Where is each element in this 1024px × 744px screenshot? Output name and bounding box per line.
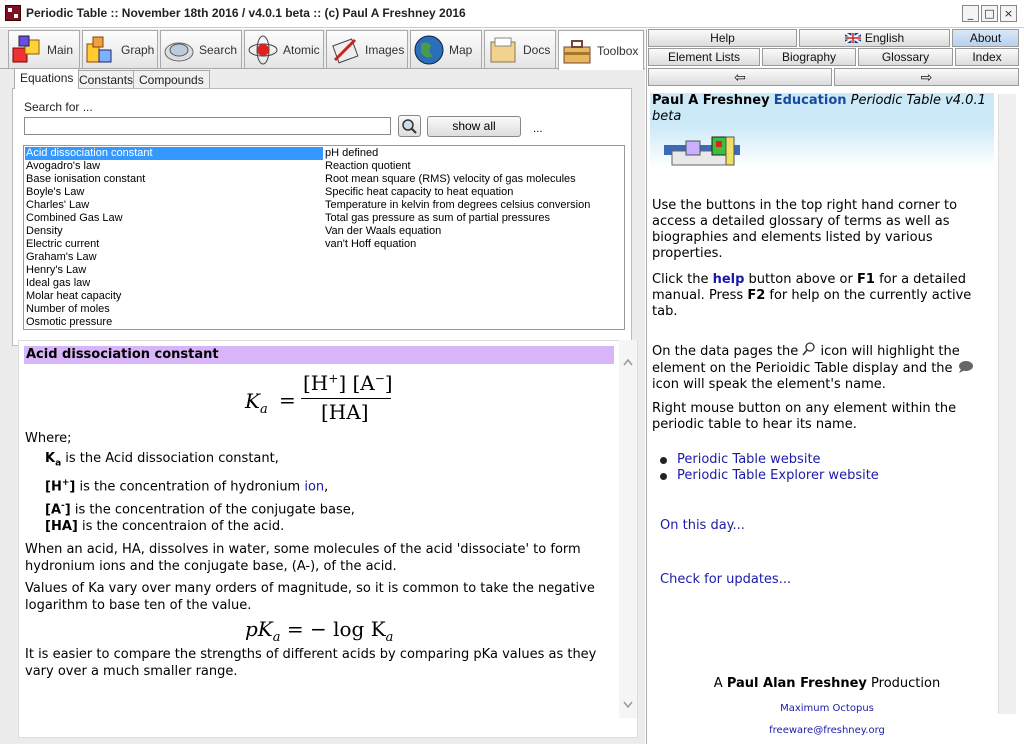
equation-list-item[interactable]: Avogadro's law (26, 160, 101, 172)
formula-ka-num3: ] (384, 371, 393, 395)
bullet-icon (660, 473, 667, 480)
def-ka-symbol: K (45, 451, 56, 466)
magnifier-small-icon (802, 342, 816, 356)
formula-ka-subscript: a (259, 402, 268, 417)
tab-atomic[interactable] (244, 30, 324, 68)
equation-list-item[interactable]: van't Hoff equation (325, 238, 417, 250)
equation-list-item[interactable]: Molar heat capacity (26, 290, 122, 302)
icons-text-c: icon will speak the element's name. (652, 377, 886, 392)
help-text-c: for a detailed manual. Press (652, 272, 966, 303)
def-h-text: is the concentration of hydronium (75, 479, 305, 495)
equation-column-1 (25, 147, 323, 329)
definition-a (45, 498, 635, 518)
right-click-paragraph: Right mouse button on any element within the periodic table to hear its name. (652, 401, 957, 432)
equation-list-item[interactable]: Van der Waals equation (325, 225, 442, 237)
help-text-d: for help on the currently active tab. (652, 288, 972, 319)
tab-toolbox[interactable] (558, 30, 644, 70)
def-h-end: , (324, 479, 329, 495)
window-title: Periodic Table :: November 18th 2016 / v4.0.1 beta :: (c) Paul A Freshney 2016 (26, 6, 466, 20)
forward-button[interactable]: ⇨ (834, 68, 1019, 86)
help-text-a: Click the (652, 272, 713, 287)
maximum-octopus-link[interactable]: Maximum Octopus (780, 703, 874, 714)
def-ka-text: is the Acid dissociation constant, (61, 451, 279, 466)
help-paragraph (652, 272, 988, 320)
graph-cubes-icon (85, 34, 117, 66)
production-a: A (713, 676, 727, 691)
formula-pka-sub2: a (385, 630, 394, 645)
equation-list-item[interactable]: pH defined (325, 147, 379, 159)
definition-ka (45, 450, 635, 473)
subtab-equations[interactable]: Equations (14, 68, 79, 89)
equation-list-item[interactable]: Ideal gas law (26, 277, 91, 289)
fraction-bar (301, 398, 391, 399)
icons-text-b: icon will highlight the element on the Perioidic Table display and the (652, 344, 960, 376)
right-scrollbar[interactable] (998, 94, 1016, 714)
periodic-table-logo (664, 131, 740, 169)
tab-search-label: Search (199, 42, 238, 57)
tab-graph-label: Graph (121, 42, 155, 57)
f2-key: F2 (747, 288, 766, 303)
periodic-table-website-link[interactable]: Periodic Table website (677, 452, 821, 467)
def-a-symbol: [A (45, 502, 62, 518)
equation-list-item[interactable]: Temperature in kelvin from degrees celsius conversion (325, 199, 591, 211)
equation-heading: Acid dissociation constant (24, 346, 614, 364)
images-icon (329, 34, 361, 66)
app-icon (5, 5, 21, 21)
title-bar (0, 0, 1024, 28)
formula-pka-lhs: pK (245, 617, 273, 641)
tab-search[interactable] (160, 30, 242, 68)
tab-main-label: Main (47, 42, 74, 57)
element-lists-button[interactable]: Element Lists (648, 48, 760, 66)
equation-list-item[interactable]: Combined Gas Law (26, 212, 123, 224)
tab-main[interactable] (8, 30, 80, 68)
equation-list-item[interactable]: Root mean square (RMS) velocity of gas molecules (325, 173, 576, 185)
tab-docs-label: Docs (523, 42, 551, 57)
formula-ka-num1-sup: + (328, 371, 339, 386)
tab-images[interactable] (326, 30, 408, 68)
equation-list-item[interactable]: Specific heat capacity to heat equation (325, 186, 514, 198)
equation-list-item[interactable]: Electric current (26, 238, 100, 250)
help-link[interactable]: help (712, 272, 745, 287)
formula-ka-num2-sup: − (374, 371, 385, 386)
about-header (650, 93, 994, 125)
minimize-button[interactable]: _ (962, 5, 979, 22)
explorer-website-link[interactable]: Periodic Table Explorer website (677, 468, 879, 483)
formula-ka-den: [HA] (321, 400, 369, 424)
equation-list-item[interactable]: Acid dissociation constant (25, 147, 323, 160)
production-b: Production (866, 676, 941, 691)
def-ha-symbol: [HA] (45, 519, 78, 534)
help-button[interactable]: Help (648, 29, 797, 47)
paragraph-dissociation: When an acid, HA, dissolves in water, some molecules of the acid 'dissociate' to form hydronium ions and the conjugate base, (A-), of the acid. (25, 542, 581, 574)
equation-detail (18, 340, 638, 738)
production-name: Paul Alan Freshney (726, 676, 867, 691)
definition-ha (45, 518, 635, 535)
magnifier-icon (163, 34, 195, 66)
equation-list-item[interactable]: Base ionisation constant (26, 173, 146, 185)
on-this-day-link[interactable]: On this day... (660, 518, 745, 533)
intro-paragraph: Use the buttons in the top right hand corner to access a detailed glossary of terms as well as biographies and elements listed by various properties. (652, 198, 958, 261)
subtab-constants[interactable]: Constants (73, 70, 139, 89)
tab-toolbox-label: Toolbox (597, 43, 639, 58)
index-button[interactable]: Index (955, 48, 1019, 66)
def-ka-sub: a (55, 458, 62, 469)
globe-icon (413, 34, 445, 66)
def-h-close: ] (69, 479, 76, 495)
show-all-button[interactable]: show all (427, 116, 521, 137)
equation-list-item[interactable]: Total gas pressure as sum of partial pressures (325, 212, 550, 224)
equation-list-item[interactable]: Reaction quotient (325, 160, 411, 172)
definition-h (45, 475, 635, 495)
tab-divider (0, 68, 645, 69)
icons-text-a: On the data pages the (652, 344, 803, 359)
tab-docs[interactable] (484, 30, 556, 68)
paragraph-compare: It is easier to compare the strengths of different acids by comparing pKa values as they vary over a much smaller range. (25, 647, 597, 679)
equation-column-2 (324, 147, 622, 251)
product-title: Periodic Table v4.0.1 beta (652, 93, 986, 124)
paragraph-magnitude: Values of Ka vary over many orders of magnitude, so it is common to take the negative logarithm to base ten of the value. (25, 581, 595, 613)
def-a-close: ] (64, 502, 71, 518)
speech-bubble-icon (957, 360, 973, 373)
subtab-compounds[interactable]: Compounds (133, 70, 210, 89)
search-label: Search for ... (24, 100, 93, 114)
equation-list-item[interactable]: Density (26, 225, 63, 237)
bullet-icon (660, 457, 667, 464)
search-button[interactable] (398, 115, 421, 137)
ion-link[interactable]: ion (304, 479, 325, 495)
tab-map[interactable] (410, 30, 482, 68)
formula-ka-num1: [H (303, 371, 329, 395)
cubes-icon (11, 34, 43, 66)
toolbox-icon (561, 35, 593, 67)
language-button[interactable] (799, 29, 950, 47)
def-ha-text: is the concentraion of the acid. (77, 519, 285, 534)
equation-list-item[interactable]: Boyle's Law (26, 186, 85, 198)
uk-flag-icon (845, 33, 861, 43)
formula-pka-sub: a (272, 630, 281, 645)
equation-list-item[interactable]: Graham's Law (26, 251, 97, 263)
glossary-button[interactable]: Glossary (858, 48, 953, 66)
detail-scrollbar[interactable] (619, 340, 637, 718)
equation-list-item[interactable]: Henry's Law (26, 264, 87, 276)
check-updates-link[interactable]: Check for updates... (660, 572, 792, 587)
more-options-button[interactable]: ... (533, 124, 543, 135)
formula-pka (245, 617, 393, 645)
search-icon (399, 116, 420, 136)
help-text-b: button above or (744, 272, 857, 287)
author-name: Paul A Freshney (652, 93, 770, 108)
maximize-button[interactable]: □ (981, 5, 998, 22)
tab-map-label: Map (449, 42, 473, 57)
tab-atomic-label: Atomic (283, 42, 320, 57)
close-button[interactable]: × (1000, 5, 1017, 22)
def-h-sup: + (61, 478, 70, 488)
equation-list-item[interactable]: Charles' Law (26, 199, 90, 211)
biography-button[interactable]: Biography (762, 48, 856, 66)
equation-list-item[interactable]: Number of moles (26, 303, 110, 315)
equation-list-item[interactable]: Osmotic pressure (26, 316, 113, 328)
language-label: English (864, 31, 905, 45)
search-input[interactable] (24, 117, 391, 135)
def-a-text: is the concentration of the conjugate base, (70, 502, 355, 518)
education-label: Education (773, 93, 847, 108)
tab-images-label: Images (365, 42, 405, 57)
folder-icon (487, 34, 519, 66)
atom-icon (247, 34, 279, 66)
icons-paragraph (652, 342, 988, 393)
formula-ka-equals: = (279, 388, 296, 412)
formula-ka (245, 371, 405, 427)
formula-ka-num2: ] [A (338, 371, 375, 395)
def-a-sup: - (61, 501, 65, 511)
equation-list[interactable] (23, 145, 625, 330)
header-banner (650, 125, 994, 167)
back-button[interactable]: ⇦ (648, 68, 832, 86)
tab-graph[interactable] (82, 30, 158, 68)
production-credit (652, 676, 1002, 692)
email-link[interactable]: freeware@freshney.org (769, 725, 885, 736)
formula-pka-rest: = − log K (280, 617, 386, 641)
f1-key: F1 (857, 272, 875, 287)
formula-ka-symbol: K (245, 389, 260, 413)
where-label: Where; (25, 431, 72, 446)
def-h-symbol: [H (45, 479, 62, 495)
about-button[interactable]: About (952, 29, 1019, 47)
